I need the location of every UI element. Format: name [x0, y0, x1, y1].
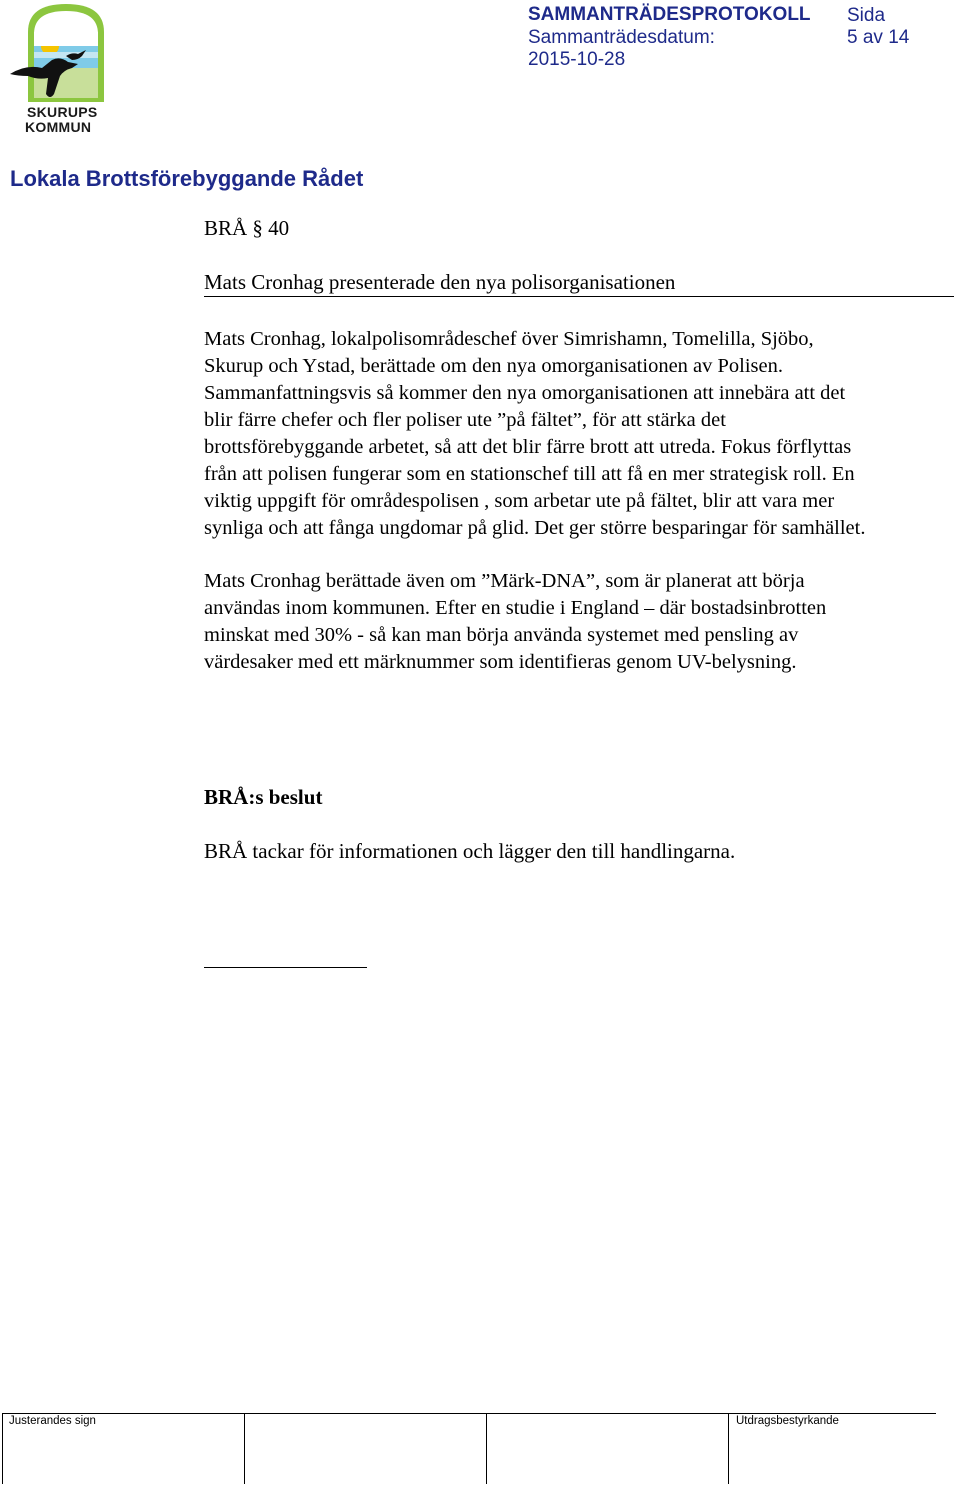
footer-label-justerandes-sign: Justerandes sign: [9, 1415, 96, 1427]
logo-text-skurups: SKURUPS: [27, 104, 98, 120]
decision-text: BRÅ tackar för informationen och lägger den till handlingarna.: [204, 839, 736, 863]
subject-heading: Mats Cronhag presenterade den nya polisorganisationen: [204, 270, 676, 294]
document-type-title: SAMMANTRÄDESPROTOKOLL: [528, 4, 811, 25]
text-line: viktig uppgift för områdespolisen , som arbetar ute på fältet, blir att vara mer: [204, 490, 835, 512]
footer-cell-sign-2: [244, 1414, 245, 1484]
paragraph-mark-dna: [204, 568, 960, 676]
text-line: från att polisen fungerar som en stationschef till att få en mer strategisk roll. En: [204, 463, 855, 485]
subject-underline: [204, 296, 954, 297]
footer-signature-table: [2, 1413, 936, 1484]
text-line: Skurup och Ystad, berättade om den nya omorganisationen av Polisen.: [204, 355, 784, 377]
text-line: blir färre chefer och fler poliser ute ”på fältet”, för att stärka det: [204, 409, 726, 431]
paragraph-presentation: [204, 326, 960, 542]
page-number: 5 av 14: [847, 27, 910, 48]
footer-label-utdragsbestyrkande: Utdragsbestyrkande: [736, 1415, 839, 1427]
meeting-date-label: Sammanträdesdatum:: [528, 27, 715, 48]
text-line: Sammanfattningsvis så kommer den nya omorganisationen att innebära att det: [204, 382, 846, 404]
text-line: synliga och att fånga ungdomar på glid. Det ger större besparingar för samhället.: [204, 517, 866, 539]
paragraph-number: BRÅ § 40: [204, 216, 290, 240]
footer-cell-sign-3: [486, 1414, 487, 1484]
logo-text-kommun: KOMMUN: [25, 119, 92, 135]
text-line: användas inom kommunen. Efter en studie i England – där bostadsinbrotten: [204, 597, 827, 619]
text-line: minskat med 30% - så kan man börja använda systemet med pensling av: [204, 624, 799, 646]
text-line: brottsförebyggande arbetet, så att det blir färre brott att utreda. Fokus förflyttas: [204, 436, 852, 458]
decision-heading: BRÅ:s beslut: [204, 785, 323, 809]
footer-cell-utdragsbestyrkande: [728, 1414, 729, 1484]
signature-line: [204, 967, 367, 968]
text-line: värdesaker med ett märknummer som identifieras genom UV-belysning.: [204, 651, 797, 673]
text-line: Mats Cronhag, lokalpolisområdeschef över Simrishamn, Tomelilla, Sjöbo,: [204, 328, 814, 350]
footer-cell-justerandes-sign: [2, 1414, 3, 1484]
page-label: Sida: [847, 5, 886, 26]
text-line: Mats Cronhag berättade även om ”Märk-DNA”, som är planerat att börja: [204, 570, 805, 592]
meeting-date: 2015-10-28: [528, 49, 626, 70]
section-title: Lokala Brottsförebyggande Rådet: [10, 166, 364, 191]
